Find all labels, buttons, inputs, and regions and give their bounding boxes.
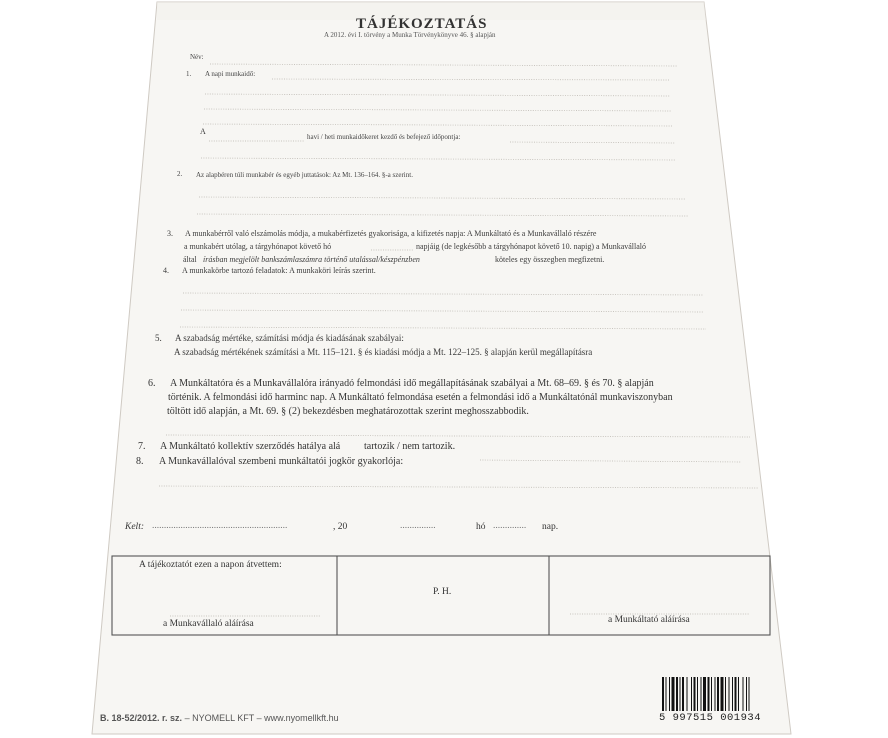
kelt-day-dots: .............. (493, 521, 527, 531)
section-8-text: A Munkavállalóval szembeni munkáltatói jogkör gyakorlója: (159, 456, 404, 467)
section-1-line2: havi / heti munkaidőkeret kezdő és befejező időpontja: (307, 133, 461, 141)
barcode-bar (676, 677, 678, 711)
page-subtitle: A 2012. évi I. törvény a Munka Törvénykönyve 46. § alapján (324, 31, 496, 39)
barcode-bar (749, 677, 750, 711)
employee-signature-label: a Munkavállaló aláírása (163, 619, 254, 629)
kelt-month-dots: ............... (400, 521, 436, 531)
kelt-place-dots: ......................................................... (152, 521, 288, 531)
ph-text: P. H. (433, 587, 452, 597)
name-label: Név: (190, 53, 204, 61)
kelt-year: , 20 (333, 522, 348, 532)
kelt-label: Kelt: (125, 522, 144, 532)
section-3-line1: A munkabérről való elszámolás módja, a mukabérfizetés gyakorisága, a kifizetés napja: A Munkáltató és a Munkavállaló részére (185, 229, 597, 238)
section-4-number: 4. (163, 266, 169, 275)
section-6-number: 6. (148, 378, 156, 389)
footer-publisher: – NYOMELL KFT – www.nyomellkft.hu (182, 713, 339, 723)
barcode-bar (701, 677, 702, 711)
barcode-bar (725, 677, 726, 711)
kelt-nap: nap. (542, 522, 559, 532)
section-3-line3b: írásban megjelölt bankszámlaszámra történő utalással/készpénzben (203, 255, 420, 264)
barcode-bar (729, 677, 730, 711)
section-3-line3a: által (183, 255, 197, 264)
barcode-bar (717, 677, 719, 711)
section-6-line2: történik. A felmondási idő harminc nap. A Munkáltató felmondása esetén a felmondási idő a Munkáltatónál munkaviszonyban (168, 392, 673, 403)
section-8-number: 8. (136, 456, 144, 467)
received-text: A tájékoztatót ezen a napon átvettem: (139, 560, 282, 570)
section-7-number: 7. (138, 441, 146, 452)
barcode-bar (715, 677, 716, 711)
section-5-line2: A szabadság mértékének számítási a Mt. 115–121. § és kiadási módja a Mt. 122–125. § alapján kerül megállapításra (174, 347, 593, 357)
barcode-bar (711, 677, 712, 711)
section-1-number: 1. (186, 70, 192, 78)
barcode-bar (666, 677, 667, 711)
barcode-bar (732, 677, 733, 711)
section-3-line2b: napjáig (de legkésőbb a tárgyhónapot követő 10. napig) a Munkavállaló (416, 242, 647, 251)
barcode-bar (694, 677, 696, 711)
section-2-text: Az alapbéren túli munkabér és egyéb juttatások: Az Mt. 136–164. §-a szerint. (196, 171, 413, 179)
footer (100, 713, 339, 723)
section-6-line1: A Munkáltatóra és a Munkavállalóra irányadó felmondási idő megállapításának szabályai a Mt. 68–69. § és 70. § alapján (170, 378, 654, 389)
footer-code: B. 18-52/2012. r. sz. (100, 713, 183, 723)
barcode-bar (672, 677, 675, 711)
kelt-ho: hó (476, 522, 486, 532)
barcode-digits: 5 997515 001934 (659, 712, 762, 724)
barcode-bar (743, 677, 744, 711)
section-1-a: A (200, 127, 206, 136)
section-7-text-b: tartozik / nem tartozik. (364, 441, 456, 452)
section-3-line2a: a munkabért utólag, a tárgyhónapot követő hó (184, 242, 332, 251)
section-6-line3: töltött idő alapján, a Mt. 69. § (2) bekezdésben meghatározottak szerint meghosszabbodik. (167, 406, 529, 417)
barcode-bar (703, 677, 706, 711)
barcode-bar (738, 677, 739, 711)
section-5-number: 5. (155, 333, 162, 343)
barcode-bar (697, 677, 698, 711)
employer-signature-label: a Munkáltató aláírása (608, 615, 690, 625)
barcode-bar (662, 677, 664, 711)
section-3-number: 3. (167, 229, 173, 238)
barcode-bar (735, 677, 737, 711)
section-4-text: A munkakörbe tartozó feladatok: A munkaköri leírás szerint. (182, 266, 376, 275)
section-5-line1: A szabadság mértéke, számítási módja és kiadásának szabályai: (175, 333, 404, 343)
barcode-bar (691, 677, 692, 711)
section-7-text-a: A Munkáltató kollektív szerződés hatálya alá (160, 441, 341, 452)
barcode-bar (746, 677, 747, 711)
page-title: TÁJÉKOZTATÁS (356, 16, 488, 32)
barcode-bar (687, 677, 688, 711)
section-3-line3c: köteles egy összegben megfizetni. (495, 255, 605, 264)
barcode-bar (669, 677, 670, 711)
barcode-bar (682, 677, 684, 711)
barcode-bar (721, 677, 724, 711)
barcode-bar (680, 677, 681, 711)
barcode-bar (708, 677, 710, 711)
section-1-label: A napi munkaidő: (205, 70, 256, 78)
section-2-number: 2. (177, 170, 183, 178)
